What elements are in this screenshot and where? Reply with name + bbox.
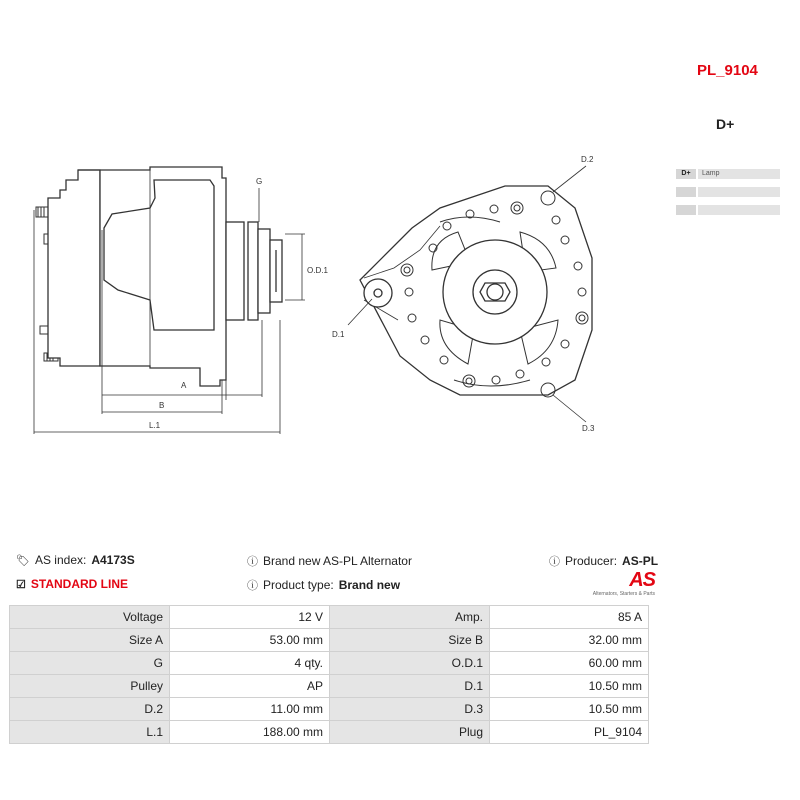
spec-value: 10.50 mm <box>490 675 649 698</box>
spec-value: 85 A <box>490 606 649 629</box>
spec-value: 53.00 mm <box>170 629 330 652</box>
standard-line <box>16 577 128 591</box>
table-row <box>10 606 649 629</box>
logo-mark: AS <box>629 569 655 591</box>
terminal-key: D+ <box>676 169 696 179</box>
as-index <box>16 553 135 567</box>
terminal-title: D+ <box>716 116 735 132</box>
product-type <box>247 577 400 593</box>
spec-value: 188.00 mm <box>170 721 330 744</box>
spec-value: 32.00 mm <box>490 629 649 652</box>
checkbox-icon: ☑ <box>16 578 26 591</box>
table-row <box>10 675 649 698</box>
spec-key: Size A <box>10 629 170 652</box>
terminal-value: Lamp <box>698 169 780 179</box>
label-d2: D.2 <box>581 155 594 164</box>
table-row <box>10 652 649 675</box>
spec-key: D.3 <box>330 698 490 721</box>
info-icon: ⓘ <box>549 556 560 568</box>
spec-value: 11.00 mm <box>170 698 330 721</box>
as-index-value: A4173S <box>91 553 135 567</box>
spec-key: Voltage <box>10 606 170 629</box>
spec-key: Size B <box>330 629 490 652</box>
product-type-label: Product type: <box>263 578 334 592</box>
plug-code: PL_9104 <box>697 62 758 79</box>
label-l1: L.1 <box>149 421 161 430</box>
table-row <box>10 721 649 744</box>
spec-key: D.1 <box>330 675 490 698</box>
brand-info <box>247 553 412 569</box>
producer-info <box>549 553 658 569</box>
spec-key: Amp. <box>330 606 490 629</box>
spec-key: Pulley <box>10 675 170 698</box>
info-icon: ⓘ <box>247 556 258 568</box>
product-type-value: Brand new <box>338 578 401 592</box>
as-index-label: AS index: <box>34 553 87 567</box>
spec-key: G <box>10 652 170 675</box>
spec-value: PL_9104 <box>490 721 649 744</box>
label-g: G <box>256 177 263 186</box>
spec-value: 10.50 mm <box>490 698 649 721</box>
spec-value: 12 V <box>170 606 330 629</box>
label-b: B <box>159 401 165 410</box>
table-row <box>10 698 649 721</box>
spec-key: Plug <box>330 721 490 744</box>
specs-table <box>9 605 649 744</box>
brand-text: Brand new AS-PL Alternator <box>263 554 412 568</box>
spec-value: AP <box>170 675 330 698</box>
tags-icon: 🏷︎ <box>16 554 30 567</box>
producer-value: AS-PL <box>622 554 659 568</box>
label-od1: O.D.1 <box>307 266 328 275</box>
spec-key: O.D.1 <box>330 652 490 675</box>
spec-value: 4 qty. <box>170 652 330 675</box>
label-d1: D.1 <box>332 330 345 339</box>
label-d3: D.3 <box>582 424 595 433</box>
spec-value: 60.00 mm <box>490 652 649 675</box>
table-row <box>10 629 649 652</box>
spec-key: L.1 <box>10 721 170 744</box>
info-icon: ⓘ <box>247 580 258 592</box>
standard-line-text: STANDARD LINE <box>30 577 128 591</box>
front-view <box>348 166 592 422</box>
producer-label: Producer: <box>565 554 618 568</box>
as-pl-logo <box>585 570 655 597</box>
spec-key: D.2 <box>10 698 170 721</box>
label-a: A <box>181 381 187 390</box>
logo-subtitle: Alternators, Starters & Parts <box>592 591 655 597</box>
side-view <box>34 167 305 434</box>
